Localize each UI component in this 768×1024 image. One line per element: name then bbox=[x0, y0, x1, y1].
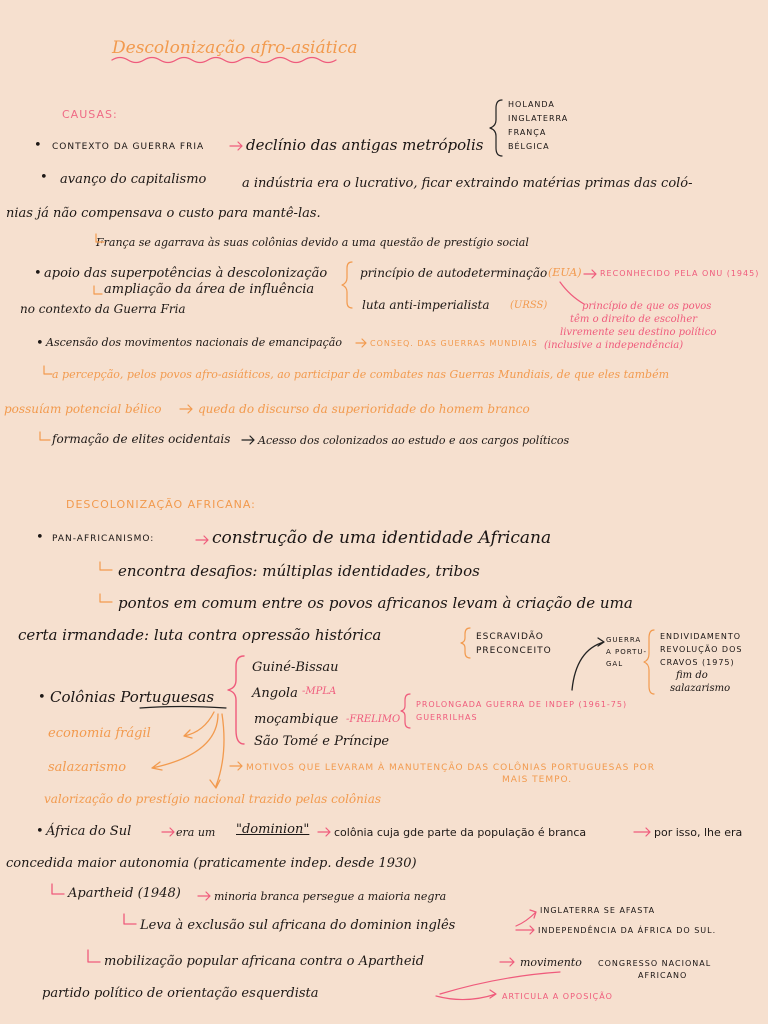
reconhecido: RECONHECIDO PELA ONU (1945) bbox=[600, 269, 760, 278]
arrow-motivos bbox=[230, 762, 242, 770]
congresso-b: AFRICANO bbox=[638, 971, 688, 980]
luta-anti: luta anti-imperialista bbox=[362, 298, 490, 312]
principio-note bbox=[544, 300, 717, 352]
prolongada-a: PROLONGADA GUERRA DE INDEP (1961-75) bbox=[416, 700, 628, 709]
acesso: Acesso dos colonizados ao estudo e aos cargos políticos bbox=[258, 434, 570, 447]
congresso bbox=[598, 958, 711, 982]
endiv-a: ENDIVIDAMENTO bbox=[660, 632, 742, 641]
contexto-result: declínio das antigas metrópolis bbox=[246, 136, 484, 154]
percepcao-a: a percepção, pelos povos afro-asiáticos, ao participar de combates nas Guerras Mundiais, de que eles também bbox=[52, 368, 670, 381]
motivos-b: MAIS TEMPO. bbox=[502, 775, 573, 785]
africa-sul-a: África do Sul bbox=[46, 824, 132, 839]
pontos-a: pontos em comum entre os povos africanos levam à criação de uma bbox=[118, 594, 633, 612]
africa-sul-d: por isso, lhe era bbox=[654, 826, 743, 839]
consequencia: CONSEQ. DAS GUERRAS MUNDIAIS bbox=[370, 339, 538, 348]
avanco-line-a: avanço do capitalismo bbox=[60, 172, 207, 187]
leva: Leva à exclusão sul africana do dominion inglês bbox=[140, 918, 456, 933]
guine: Guiné-Bissau bbox=[252, 660, 339, 675]
mobilizacao: mobilização popular africana contra o Apartheid bbox=[104, 954, 425, 969]
ascensao: Ascensão dos movimentos nacionais de emancipação bbox=[46, 336, 342, 349]
arrow-contexto bbox=[230, 142, 242, 150]
colonias-portuguesas: Colônias Portuguesas bbox=[50, 688, 215, 706]
motivos-a: MOTIVOS QUE LEVARAM À MANUTENÇÃO DAS COLÔNIAS PORTUGUESAS POR bbox=[246, 763, 655, 773]
arrow-formacao bbox=[40, 432, 50, 440]
principio-note-c: livremente seu destino político bbox=[560, 327, 717, 338]
africana-heading: DESCOLONIZAÇÃO AFRICANA: bbox=[66, 498, 256, 511]
bullet-4: • bbox=[36, 336, 44, 351]
colonias-underline bbox=[140, 707, 226, 709]
frelimo: -FRELIMO bbox=[346, 714, 401, 725]
urss: (URSS) bbox=[510, 300, 548, 311]
arrow-acesso bbox=[242, 436, 254, 444]
arrow-independencia bbox=[516, 926, 534, 934]
country-belgica: BÉLGICA bbox=[508, 142, 550, 151]
bullet-5: • bbox=[36, 530, 44, 545]
independencia: INDEPENDÊNCIA DA ÁFRICA DO SUL. bbox=[538, 926, 717, 935]
country-holanda: HOLANDA bbox=[508, 100, 555, 109]
pan-text: construção de uma identidade Africana bbox=[212, 528, 552, 548]
arrow-mobilizacao bbox=[88, 950, 100, 962]
contexto-label: CONTEXTO DA GUERRA FRIA bbox=[52, 142, 205, 152]
partido: partido político de orientação esquerdista bbox=[42, 986, 319, 1001]
arrow-ampliacao bbox=[94, 286, 102, 294]
arrow-principio-note bbox=[560, 282, 584, 304]
principio: princípio de autodeterminação bbox=[360, 266, 548, 280]
causas-heading: CAUSAS: bbox=[62, 108, 118, 121]
africa-sul-b: era um bbox=[176, 826, 216, 839]
arrow-salazarismo bbox=[152, 714, 218, 770]
minoria: minoria branca persegue a maioria negra bbox=[214, 890, 447, 903]
franca-note: França se agarrava às suas colônias devido a uma questão de prestígio social bbox=[96, 236, 529, 249]
countries-list bbox=[508, 98, 568, 154]
arrow-era-um bbox=[162, 828, 174, 836]
prolongada-b: GUERRILHAS bbox=[416, 713, 478, 722]
apartheid: Apartheid (1948) bbox=[68, 886, 181, 901]
apoio-line-a: apoio das superpotências à descolonização bbox=[44, 266, 328, 281]
concedida: concedida maior autonomia (praticamente indep. desde 1930) bbox=[6, 856, 417, 871]
endiv-b: REVOLUÇÃO DOS bbox=[660, 645, 743, 654]
principio-note-a: princípio de que os povos bbox=[582, 301, 712, 312]
bullet-1: • bbox=[34, 138, 42, 153]
formacao: formação de elites ocidentais bbox=[52, 432, 231, 446]
arrow-queda bbox=[180, 405, 192, 413]
pan-label: PAN-AFRICANISMO: bbox=[52, 534, 155, 544]
arrow-colonia bbox=[318, 828, 330, 836]
motivos bbox=[246, 762, 655, 786]
apoio-line-c: no contexto da Guerra Fria bbox=[20, 302, 186, 316]
arrow-pontos bbox=[100, 594, 112, 602]
arrow-inglaterra bbox=[516, 910, 536, 926]
arrow-movimento bbox=[500, 958, 514, 966]
percepcao-b: possuíam potencial bélico bbox=[4, 402, 162, 416]
preconceito: PRECONCEITO bbox=[476, 646, 552, 656]
arrow-economia bbox=[184, 712, 214, 738]
endiv-e: salazarismo bbox=[670, 683, 731, 694]
arrow-guerra bbox=[572, 638, 604, 690]
guerra-c: GAL bbox=[606, 660, 624, 668]
guerra-b: A PORTU- bbox=[606, 648, 648, 656]
salazarismo: salazarismo bbox=[48, 760, 127, 775]
avanco-line-c: nias já não compensava o custo para mantê-las. bbox=[6, 206, 321, 221]
arrow-por-isso bbox=[634, 828, 650, 836]
articula: ARTICULA A OPOSIÇÃO bbox=[502, 992, 613, 1001]
country-inglaterra: INGLATERRA bbox=[508, 114, 569, 123]
escravidao: ESCRAVIDÃO bbox=[476, 632, 544, 642]
mocambique: moçambique bbox=[254, 712, 339, 727]
apoio-line-b: ampliação da área de influência bbox=[104, 282, 315, 297]
arrow-articula bbox=[436, 990, 496, 1000]
countries-brace bbox=[490, 100, 502, 156]
saotome: São Tomé e Príncipe bbox=[254, 734, 390, 749]
endiv-d: fim do bbox=[676, 670, 708, 681]
arrow-apartheid bbox=[52, 884, 64, 894]
guerra-portugal bbox=[606, 634, 647, 670]
mpla: -MPLA bbox=[302, 686, 337, 697]
apoio-brace bbox=[342, 262, 352, 308]
arrow-partido bbox=[440, 972, 560, 994]
endividamento-list bbox=[660, 630, 742, 695]
page-title: Descolonização afro-asiática bbox=[112, 38, 358, 58]
arrow-valorizacao bbox=[210, 714, 224, 788]
inglaterra-afasta: INGLATERRA SE AFASTA bbox=[540, 906, 656, 915]
prolongada-brace bbox=[401, 694, 410, 728]
arrow-minoria bbox=[198, 892, 210, 900]
opressao-brace bbox=[461, 628, 470, 658]
bullet-2: • bbox=[40, 170, 48, 185]
africa-sul-c: colônia cuja gde parte da população é branca bbox=[334, 826, 587, 839]
title-underline bbox=[112, 58, 336, 63]
bullet-6: • bbox=[38, 690, 46, 705]
guerra-a: GUERRA bbox=[606, 636, 642, 644]
queda: queda do discurso da superioridade do homem branco bbox=[198, 402, 530, 416]
valorizacao: valorização do prestígio nacional trazido pelas colônias bbox=[44, 792, 382, 806]
eua: (EUA) bbox=[548, 266, 582, 279]
bullet-7: • bbox=[36, 824, 44, 839]
movimento: movimento bbox=[520, 956, 582, 969]
country-franca: FRANÇA bbox=[508, 128, 547, 137]
arrow-pan bbox=[196, 536, 208, 544]
avanco-line-b: a indústria era o lucrativo, ficar extraindo matérias primas das coló- bbox=[242, 176, 693, 191]
arrow-leva bbox=[124, 914, 136, 924]
endiv-c: CRAVOS (1975) bbox=[660, 658, 735, 667]
angola: Angola bbox=[252, 686, 298, 701]
bullet-3: • bbox=[34, 266, 42, 281]
principio-note-d: (inclusive a independência) bbox=[544, 340, 684, 351]
colonias-brace bbox=[228, 656, 244, 744]
dominion: "dominion" bbox=[236, 822, 310, 837]
arrow-consequencia bbox=[356, 339, 366, 347]
desafios: encontra desafios: múltiplas identidades, tribos bbox=[118, 562, 480, 580]
arrow-percepcao bbox=[44, 366, 52, 374]
arrow-desafios bbox=[100, 562, 112, 570]
pontos-b: certa irmandade: luta contra opressão histórica bbox=[18, 626, 382, 644]
opressao-list bbox=[476, 630, 552, 658]
prolongada-guerra bbox=[416, 698, 627, 724]
congresso-a: CONGRESSO NACIONAL bbox=[598, 959, 712, 968]
economia-fragil: economia frágil bbox=[48, 726, 151, 741]
principio-note-b: têm o direito de escolher bbox=[570, 314, 698, 325]
arrow-reconhecido bbox=[584, 270, 596, 278]
